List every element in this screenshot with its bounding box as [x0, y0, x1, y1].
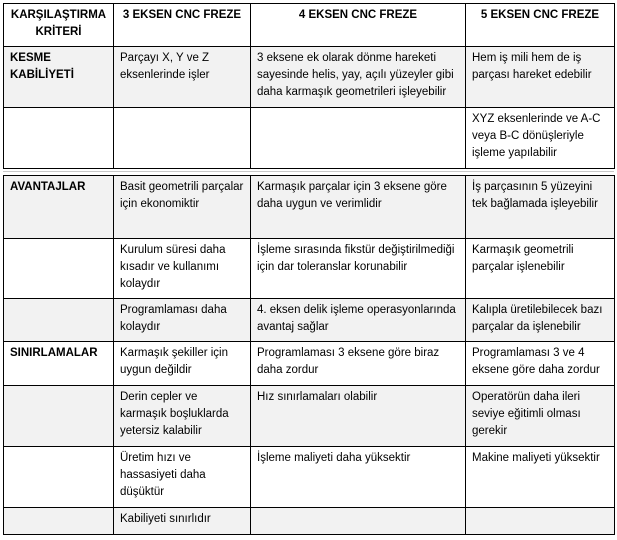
cell-4-axis: Hız sınırlamaları olabilir — [251, 386, 466, 447]
cell-4-axis: İşleme sırasında fikstür değiştirilmediği için dar toleranslar korunabilir — [251, 239, 466, 299]
comparison-table-cutting — [3, 3, 615, 169]
table-row — [4, 447, 615, 508]
cell-5-axis: Makine maliyeti yüksektir — [466, 447, 615, 508]
header-4-axis: 4 EKSEN CNC FREZE — [251, 4, 466, 47]
cell-3-axis: Üretim hızı ve hassasiyeti daha düşüktür — [114, 447, 251, 508]
cell-4-axis — [251, 508, 466, 535]
table-row — [4, 342, 615, 386]
cell-3-axis — [114, 108, 251, 169]
cell-5-axis: Hem iş mili hem de iş parçası hareket edebilir — [466, 47, 615, 108]
cell-4-axis: 4. eksen delik işleme operasyonlarında avantaj sağlar — [251, 299, 466, 342]
table-row — [4, 108, 615, 169]
cell-3-axis: Programlaması daha kolaydır — [114, 299, 251, 342]
cell-3-axis: Basit geometrili parçalar için ekonomiktir — [114, 176, 251, 239]
cell-4-axis: İşleme maliyeti daha yüksektir — [251, 447, 466, 508]
cell-3-axis: Kurulum süresi daha kısadır ve kullanımı kolaydır — [114, 239, 251, 299]
cell-4-axis: Programlaması 3 eksene göre biraz daha zordur — [251, 342, 466, 386]
criterion-cell — [4, 508, 114, 535]
header-5-axis: 5 EKSEN CNC FREZE — [466, 4, 615, 47]
criterion-cell — [4, 239, 114, 299]
cell-3-axis: Parçayı X, Y ve Z eksenlerinde işler — [114, 47, 251, 108]
cell-3-axis: Kabiliyeti sınırlıdır — [114, 508, 251, 535]
criterion-cell — [4, 108, 114, 169]
cell-3-axis: Derin cepler ve karmaşık boşluklarda yetersiz kalabilir — [114, 386, 251, 447]
table-row — [4, 386, 615, 447]
cell-4-axis — [251, 108, 466, 169]
criterion-cell — [4, 447, 114, 508]
cell-5-axis: Karmaşık geometrili parçalar işlenebilir — [466, 239, 615, 299]
header-3-axis: 3 EKSEN CNC FREZE — [114, 4, 251, 47]
cell-3-axis: Karmaşık şekiller için uygun değildir — [114, 342, 251, 386]
table-row — [4, 176, 615, 239]
criterion-cell — [4, 299, 114, 342]
table-row — [4, 47, 615, 108]
table-row — [4, 299, 615, 342]
criterion-cell — [4, 386, 114, 447]
section-divider — [3, 171, 614, 172]
cell-5-axis: İş parçasının 5 yüzeyini tek bağlamada işleyebilir — [466, 176, 615, 239]
comparison-table-pros-cons — [3, 175, 615, 535]
table-row — [4, 508, 615, 535]
cell-5-axis — [466, 508, 615, 535]
cell-5-axis: Programlaması 3 ve 4 eksene göre daha zordur — [466, 342, 615, 386]
table-row — [4, 239, 615, 299]
criterion-cell: SINIRLAMALAR — [4, 342, 114, 386]
cell-5-axis: Operatörün daha ileri seviye eğitimli olması gerekir — [466, 386, 615, 447]
cell-5-axis: Kalıpla üretilebilecek bazı parçalar da işlenebilir — [466, 299, 615, 342]
cell-5-axis: XYZ eksenlerinde ve A-C veya B-C dönüşleriyle işleme yapılabilir — [466, 108, 615, 169]
header-row — [4, 4, 615, 47]
criterion-cell: KESME KABİLİYETİ — [4, 47, 114, 108]
header-criteria: KARŞILAŞTIRMA KRİTERİ — [4, 4, 114, 47]
cell-4-axis: 3 eksene ek olarak dönme hareketi sayesinde helis, yay, açılı yüzeyler gibi daha karmaşık geometrileri işleyebilir — [251, 47, 466, 108]
criterion-cell: AVANTAJLAR — [4, 176, 114, 239]
cell-4-axis: Karmaşık parçalar için 3 eksene göre daha uygun ve verimlidir — [251, 176, 466, 239]
